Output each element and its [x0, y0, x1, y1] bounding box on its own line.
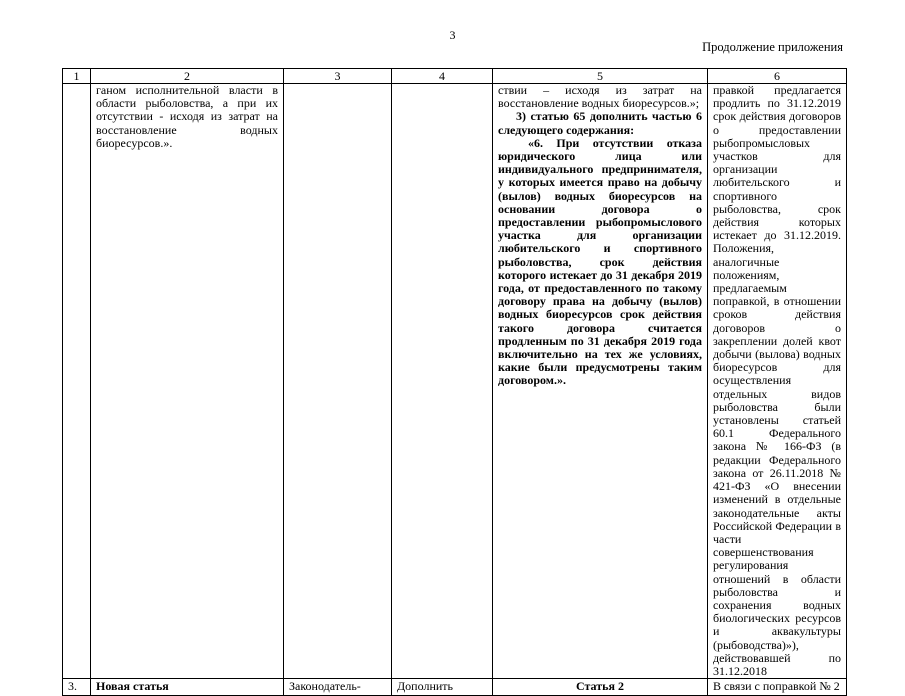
column-header-2: 2: [91, 69, 284, 84]
cell-number: [63, 84, 91, 679]
cell-col3: Законодатель-: [284, 679, 392, 696]
cell-number: 3.: [63, 679, 91, 696]
amendment-paragraph-1: ствии – исходя из затрат на восстановление водных биоресурсов.»;: [498, 83, 702, 111]
page-number: 3: [449, 28, 456, 42]
table-row: [63, 84, 847, 679]
cell-col3: [284, 84, 392, 679]
column-header-6: 6: [708, 69, 847, 84]
table-header-row: [63, 69, 847, 84]
cell-justification: правкой предлагается продлить по 31.12.2019 срок действия договоров о предоставлении рыбопромысловых участков для организации любительского и спортивного рыболовства, срок действия которых истекает до 31.12.2019. Положения, аналогичные положениям, предлагаемым поправкой, в отношении сроков действия договоров о закреплении долей квот добычи (вылова) водных биоресурсов для осуществления отдельных видов рыболовства были установлены статьей 60.1 Федерального закона № 166-ФЗ (в редакции Федерального закона от 26.11.2018 № 421-ФЗ «О внесении изменений в отдельные законодательные акты Российской Федерации в части совершенствования регулирования отношений в области рыболовства и сохранения водных биологических ресурсов и аквакультуры (рыбоводства)»), действовавшей по 31.12.2018: [708, 84, 847, 679]
cell-justification: В связи с поправкой № 2: [708, 679, 847, 696]
cell-article-text: Новая статья: [91, 679, 284, 696]
column-header-3: 3: [284, 69, 392, 84]
amendment-paragraph-3: «6. При отсутствии отказа юридического лица или индивидуального предпринимателя, у которых имеется право на добычу (вылов) водных биоресурсов на основании договора о предоставлении рыбопромыслового участка для организации любительского и спортивного рыболовства, срок действия которого истекает до 31 декабря 2019 года, от предоставленного по такому договору права на добычу (вылов) водных биоресурсов срок действия такого договора считается продленным по 31 декабря 2019 года включительно на тех же условиях, какие были предусмотрены таким договором.».: [498, 135, 702, 388]
column-header-1: 1: [63, 69, 91, 84]
column-header-4: 4: [392, 69, 493, 84]
cell-article-text: ганом исполнительной власти в области рыболовства, а при их отсутствии - исходя из затрат на восстановление водных биоресурсов.».: [91, 84, 284, 679]
cell-amendment-text: Статья 2: [493, 679, 708, 696]
column-header-5: 5: [493, 69, 708, 84]
cell-col4: [392, 84, 493, 679]
cell-amendment-text: [493, 84, 708, 679]
cell-col4: Дополнить: [392, 679, 493, 696]
table-row: [63, 679, 847, 696]
amendments-table: [62, 68, 847, 696]
continuation-label: Продолжение приложения: [702, 40, 843, 54]
amendment-paragraph-2: 3) статью 65 дополнить частью 6 следующего содержания:: [498, 109, 702, 137]
